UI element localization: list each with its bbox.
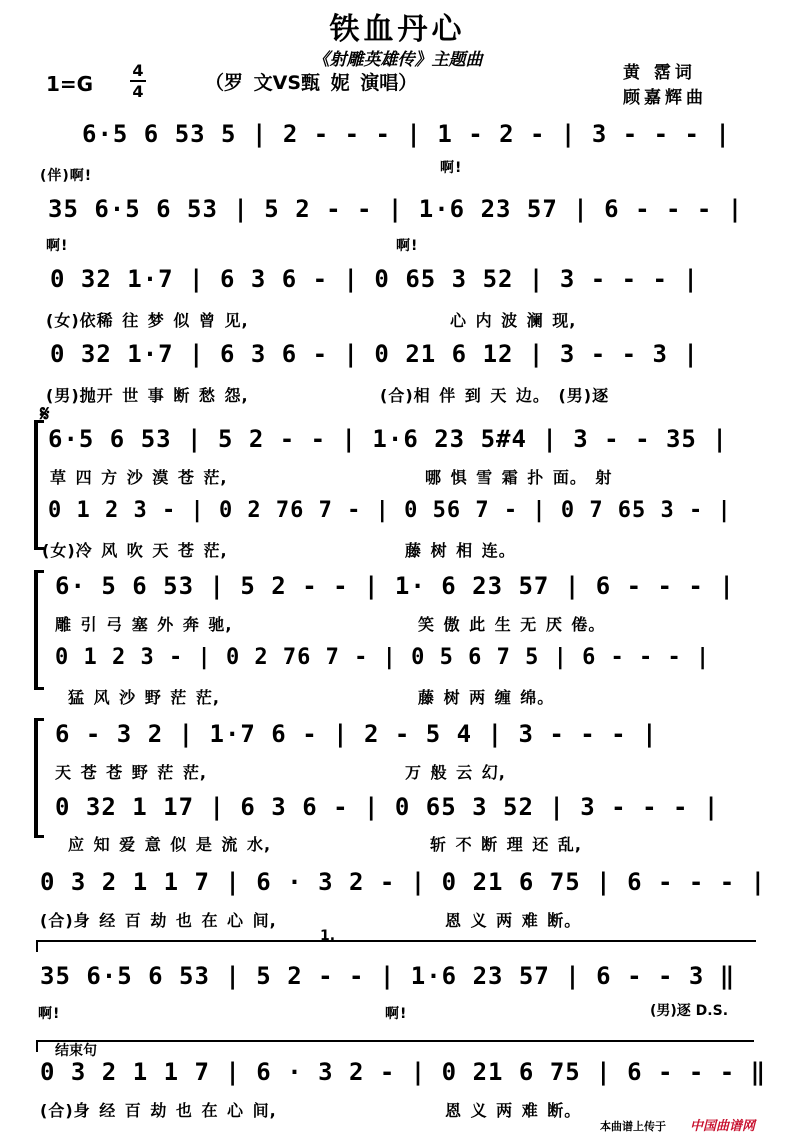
notation-row-12: 35 6·5 6 53 | 5 2 - - | 1·6 23 57 | 6 - - 3 ‖ <box>40 962 736 990</box>
lyric-row-13b: 恩 义 两 难 断。 <box>445 1101 582 1120</box>
lyric-row-2b: 啊! <box>396 238 419 254</box>
segno-mark: 𝄋 <box>40 402 50 427</box>
lyric-row-7b: 笑 傲 此 生 无 厌 倦。 <box>418 615 606 634</box>
lyric-row-2a: 啊! <box>46 238 69 254</box>
composer: 顾嘉辉曲 <box>623 88 707 108</box>
key-signature: 1=G <box>46 72 94 96</box>
notation-row-13: 0 3 2 1 1 7 | 6 · 3 2 - | 0 21 6 75 | 6 - - - ‖ <box>40 1058 767 1086</box>
notation-row-6: 0 1 2 3 - | 0 2 76 7 - | 0 56 7 - | 0 7 65 3 - | <box>48 498 732 523</box>
lyric-row-10b: 斩 不 断 理 还 乱, <box>430 835 582 854</box>
da-segno-mark: (男)逐 D.S. <box>650 1003 729 1019</box>
volta-line <box>36 940 756 942</box>
volta-number: 1. <box>320 928 336 944</box>
notation-row-10: 0 32 1 17 | 6 3 6 - | 0 65 3 52 | 3 - - - | <box>55 793 720 821</box>
notation-row-5: 6·5 6 53 | 5 2 - - | 1·6 23 5#4 | 3 - - 35 | <box>48 425 728 453</box>
notation-row-11: 0 3 2 1 1 7 | 6 · 3 2 - | 0 21 6 75 | 6 - - - | <box>40 868 767 896</box>
lyric-row-13a: (合)身 经 百 劫 也 在 心 间, <box>40 1101 277 1120</box>
lyric-row-4b: (合)相 伴 到 天 边。 (男)逐 <box>380 386 610 405</box>
lyric-row-1a: (伴)啊! <box>40 168 93 184</box>
lyric-row-3a: (女)依稀 往 梦 似 曾 见, <box>46 311 249 330</box>
lyric-row-12a: 啊! <box>38 1006 61 1022</box>
lyric-row-3b: 心 内 波 澜 现, <box>450 311 577 330</box>
notation-row-1: 6·5 6 53 5 | 2 - - - | 1 - 2 - | 3 - - - | <box>82 120 731 148</box>
lyric-row-12b: 啊! <box>385 1006 408 1022</box>
site-logo: 中国曲谱网 <box>690 1119 756 1134</box>
lyric-row-6a: (女)冷 风 吹 天 苍 茫, <box>42 541 228 560</box>
lyric-row-8b: 藤 树 两 缠 绵。 <box>418 688 555 707</box>
notation-row-8: 0 1 2 3 - | 0 2 76 7 - | 0 5 6 7 5 | 6 - - - | <box>55 645 711 670</box>
notation-row-7: 6· 5 6 53 | 5 2 - - | 1· 6 23 57 | 6 - - - | <box>55 572 735 600</box>
lyric-row-9b: 万 般 云 幻, <box>405 763 506 782</box>
time-signature <box>130 62 146 100</box>
notation-row-4: 0 32 1·7 | 6 3 6 - | 0 21 6 12 | 3 - - 3 | <box>50 340 699 368</box>
ending-label: 结束句 <box>55 1043 97 1059</box>
lyric-row-9a: 天 苍 苍 野 茫 茫, <box>55 763 207 782</box>
song-subtitle: 《射雕英雄传》主题曲 <box>312 50 483 70</box>
ending-hook <box>36 1040 38 1052</box>
ending-line <box>36 1040 754 1042</box>
system-bracket-1 <box>34 420 38 550</box>
system-bracket-3 <box>34 718 38 838</box>
lyric-row-1b: 啊! <box>440 160 463 176</box>
lyric-row-11a: (合)身 经 百 劫 也 在 心 间, <box>40 911 277 930</box>
footer-uploaded: 本曲谱上传于 <box>600 1120 666 1133</box>
notation-row-2: 35 6·5 6 53 | 5 2 - - | 1·6 23 57 | 6 - - - | <box>48 195 744 223</box>
lyric-row-7a: 雕 引 弓 塞 外 奔 驰, <box>55 615 233 634</box>
lyricist: 黄 霑词 <box>623 63 696 83</box>
song-title: 铁血丹心 <box>329 12 466 47</box>
lyric-row-5a: 草 四 方 沙 漠 苍 茫, <box>50 468 228 487</box>
lyric-row-8a: 猛 风 沙 野 茫 茫, <box>68 688 220 707</box>
lyric-row-10a: 应 知 爱 意 似 是 流 水, <box>68 835 272 854</box>
notation-row-3: 0 32 1·7 | 6 3 6 - | 0 65 3 52 | 3 - - - | <box>50 265 699 293</box>
lyric-row-6b: 藤 树 相 连。 <box>405 541 516 560</box>
meter-bottom: 4 <box>132 82 144 101</box>
system-bracket-2 <box>34 570 38 690</box>
meter-top: 4 <box>132 61 144 80</box>
volta-hook <box>36 940 38 952</box>
notation-row-9: 6 - 3 2 | 1·7 6 - | 2 - 5 4 | 3 - - - | <box>55 720 658 748</box>
lyric-row-4a: (男)抛开 世 事 断 愁 怨, <box>46 386 249 405</box>
lyric-row-5b: 哪 惧 雪 霜 扑 面。 射 <box>425 468 613 487</box>
lyric-row-11b: 恩 义 两 难 断。 <box>445 911 582 930</box>
singers: （罗 文VS甄 妮 演唱） <box>205 72 418 94</box>
